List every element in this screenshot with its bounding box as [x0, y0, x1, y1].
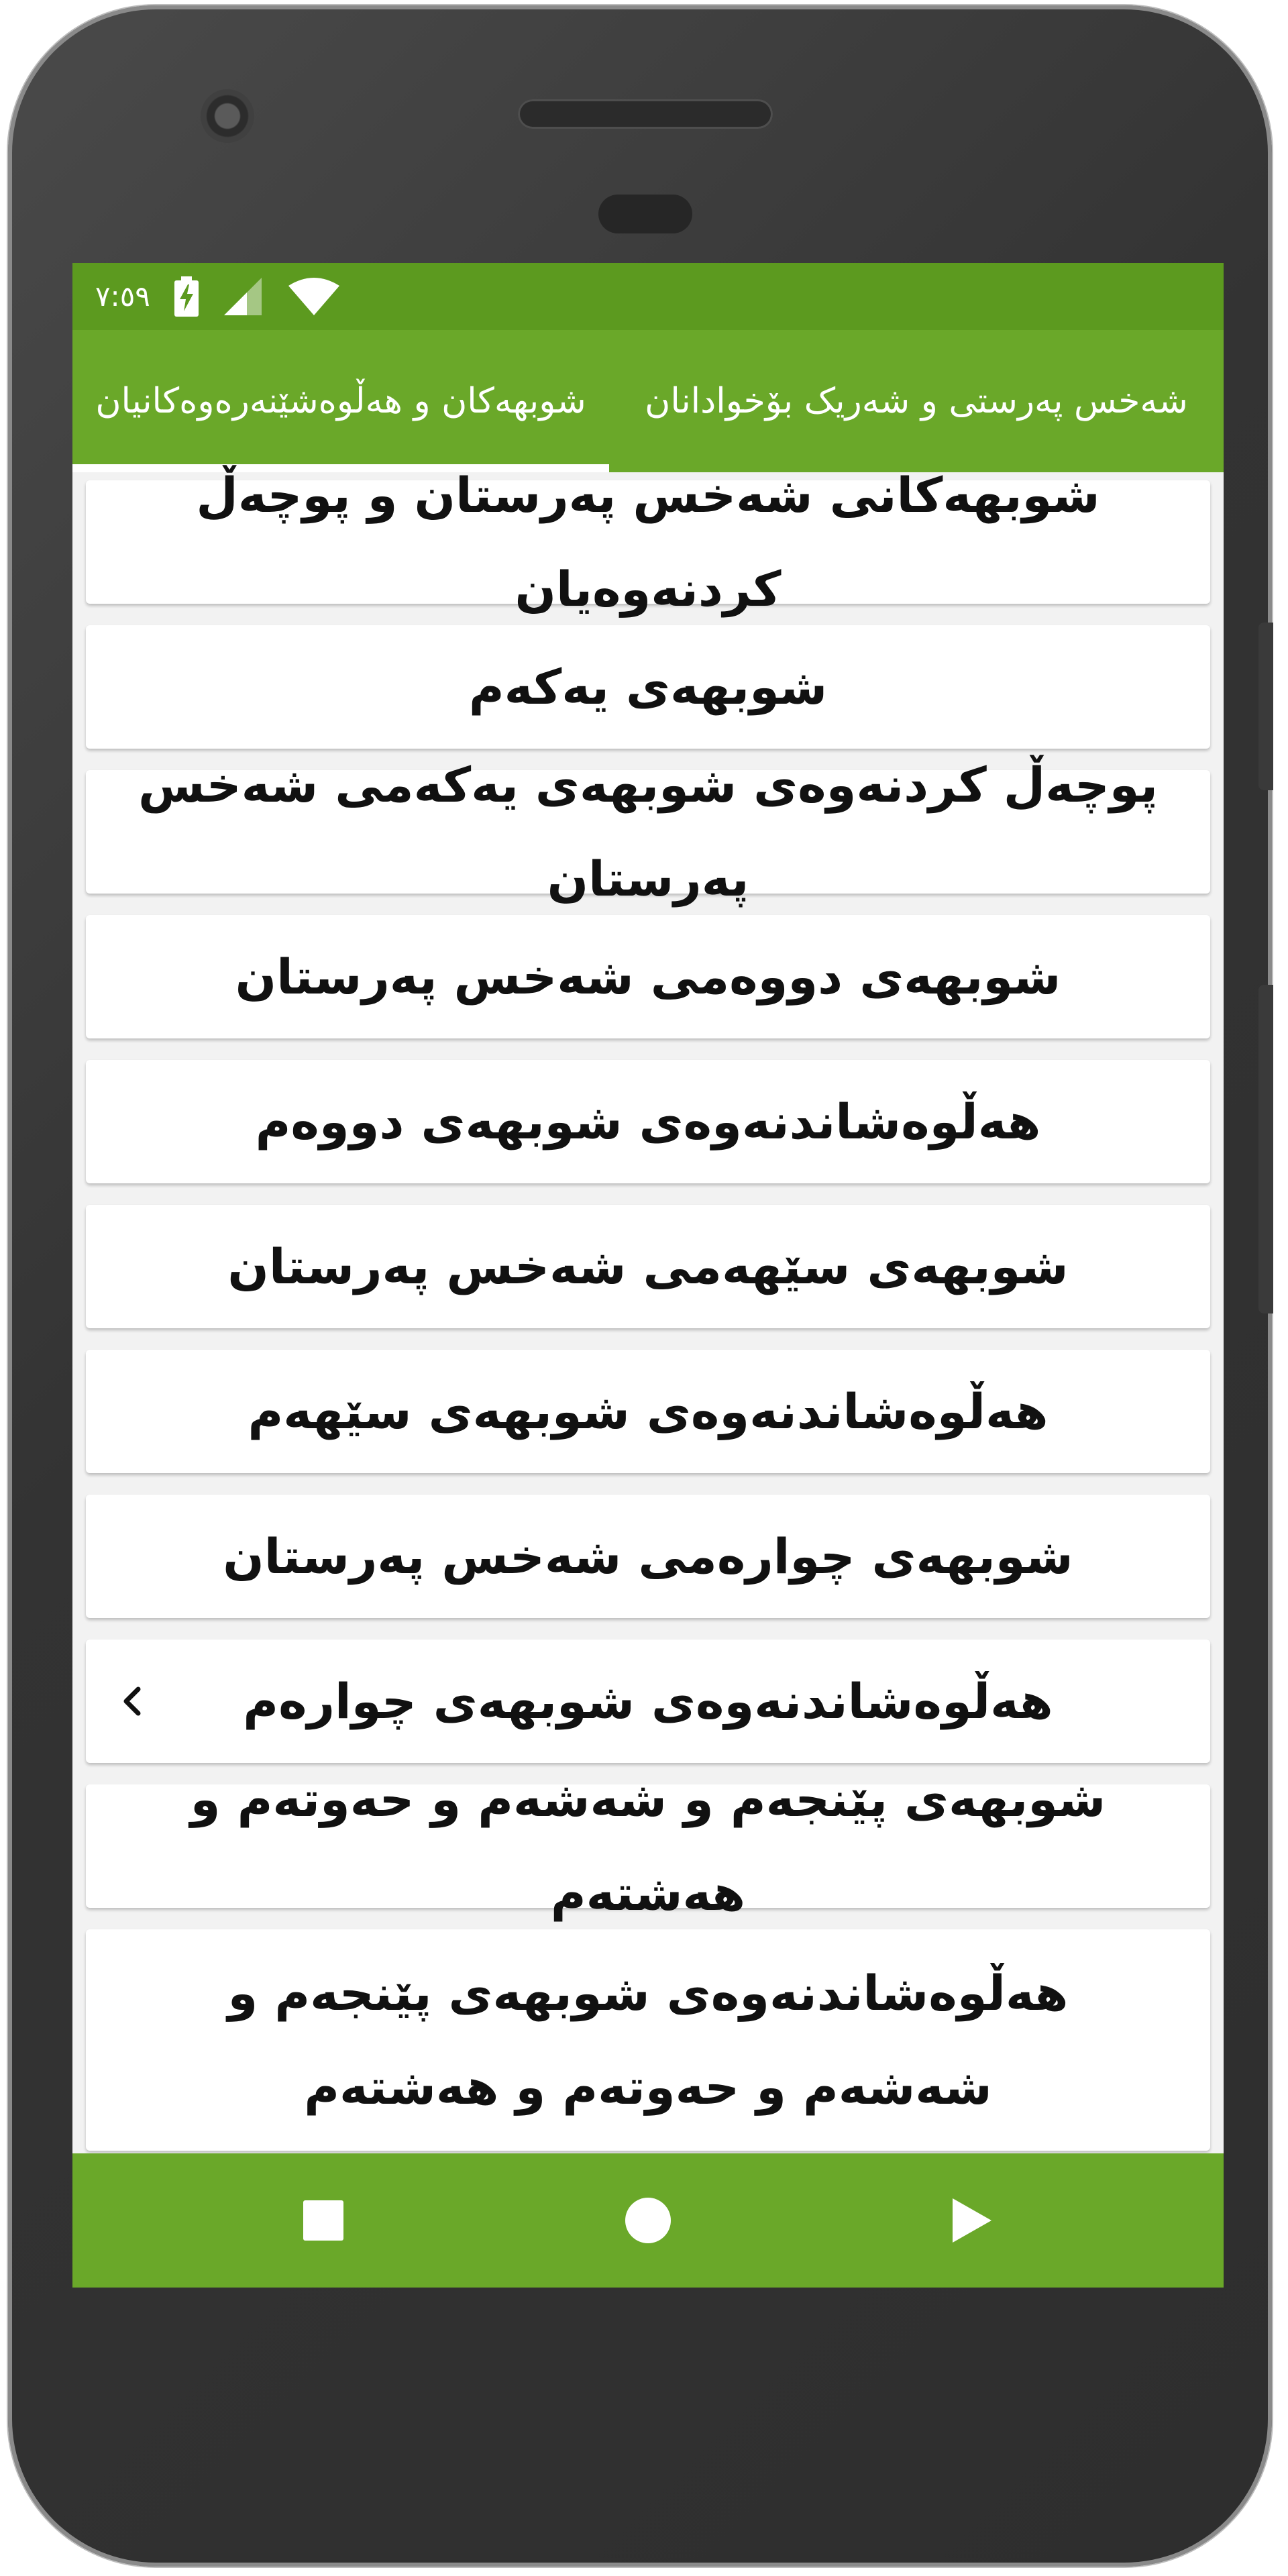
wifi-icon — [288, 278, 339, 315]
list-item[interactable] — [86, 1205, 1210, 1328]
list-item[interactable] — [86, 757, 1210, 907]
back-button[interactable] — [938, 2187, 1005, 2254]
chevron-left-icon — [113, 1681, 153, 1721]
list-item[interactable] — [86, 1929, 1210, 2151]
proximity-sensor — [598, 195, 692, 233]
battery-charging-icon — [173, 276, 200, 317]
list-item[interactable] — [86, 625, 1210, 749]
front-camera — [201, 89, 254, 143]
list-item-label: هەڵوەشاندنەوەی شوبهەی سێهەم — [248, 1383, 1049, 1440]
recents-square-icon — [302, 2199, 345, 2242]
home-circle-icon — [625, 2197, 672, 2244]
list-item-label: پوچەڵ کردنەوەی شوبهەی یەکەمی شەخس پەرستان — [138, 757, 1158, 907]
home-button[interactable] — [614, 2187, 682, 2254]
list-item[interactable] — [86, 1060, 1210, 1183]
navigation-bar — [72, 2153, 1224, 2288]
list-item-label: شوبهەکانی شەخس پەرستان و پوچەڵ کردنەوەیان — [196, 467, 1100, 617]
list-item[interactable] — [86, 1640, 1210, 1763]
list-item[interactable] — [86, 1771, 1210, 1921]
phone-frame — [8, 5, 1272, 2567]
status-bar — [72, 263, 1224, 330]
earpiece-speaker — [518, 99, 773, 129]
status-icons — [173, 275, 339, 318]
back-triangle-icon — [950, 2197, 993, 2244]
list-item[interactable] — [86, 467, 1210, 617]
list-item-label: شوبهەی دووەمی شەخس پەرستان — [235, 949, 1061, 1005]
status-time: ٧:٥٩ — [95, 280, 150, 313]
volume-button — [1258, 985, 1273, 1313]
screen — [72, 263, 1224, 2288]
cellular-signal-icon — [224, 278, 264, 315]
list-item-label: هەڵوەشاندنەوەی شوبهەی دووەم — [255, 1093, 1041, 1150]
list-item[interactable] — [86, 1495, 1210, 1618]
tab-shubuhat-label: شوبهەکان و هەڵوەشێنەرەوەکانیان — [95, 381, 586, 421]
list-item-label: هەڵوەشاندنەوەی شوبهەی پێنجەم و شەشەم و حەوتەم و هەشتەم — [227, 1965, 1069, 2115]
list-item[interactable] — [86, 915, 1210, 1038]
tab-shakhs-parasti-label: شەخس پەرستی و شەریک بۆخوادانان — [645, 381, 1188, 421]
list-item-label: شوبهەی یەکەم — [468, 659, 828, 715]
list-item-label: شوبهەی سێهەمی شەخس پەرستان — [227, 1238, 1069, 1295]
power-button — [1258, 623, 1273, 790]
recents-button[interactable] — [290, 2187, 357, 2254]
list-item-label: شوبهەی چوارەمی شەخس پەرستان — [223, 1528, 1073, 1585]
list-item[interactable] — [86, 1350, 1210, 1473]
list-item-label: شوبهەی پێنجەم و شەشەم و حەوتەم و هەشتەم — [190, 1771, 1106, 1921]
list-item-label: هەڵوەشاندنەوەی شوبهەی چوارەم — [243, 1673, 1053, 1729]
